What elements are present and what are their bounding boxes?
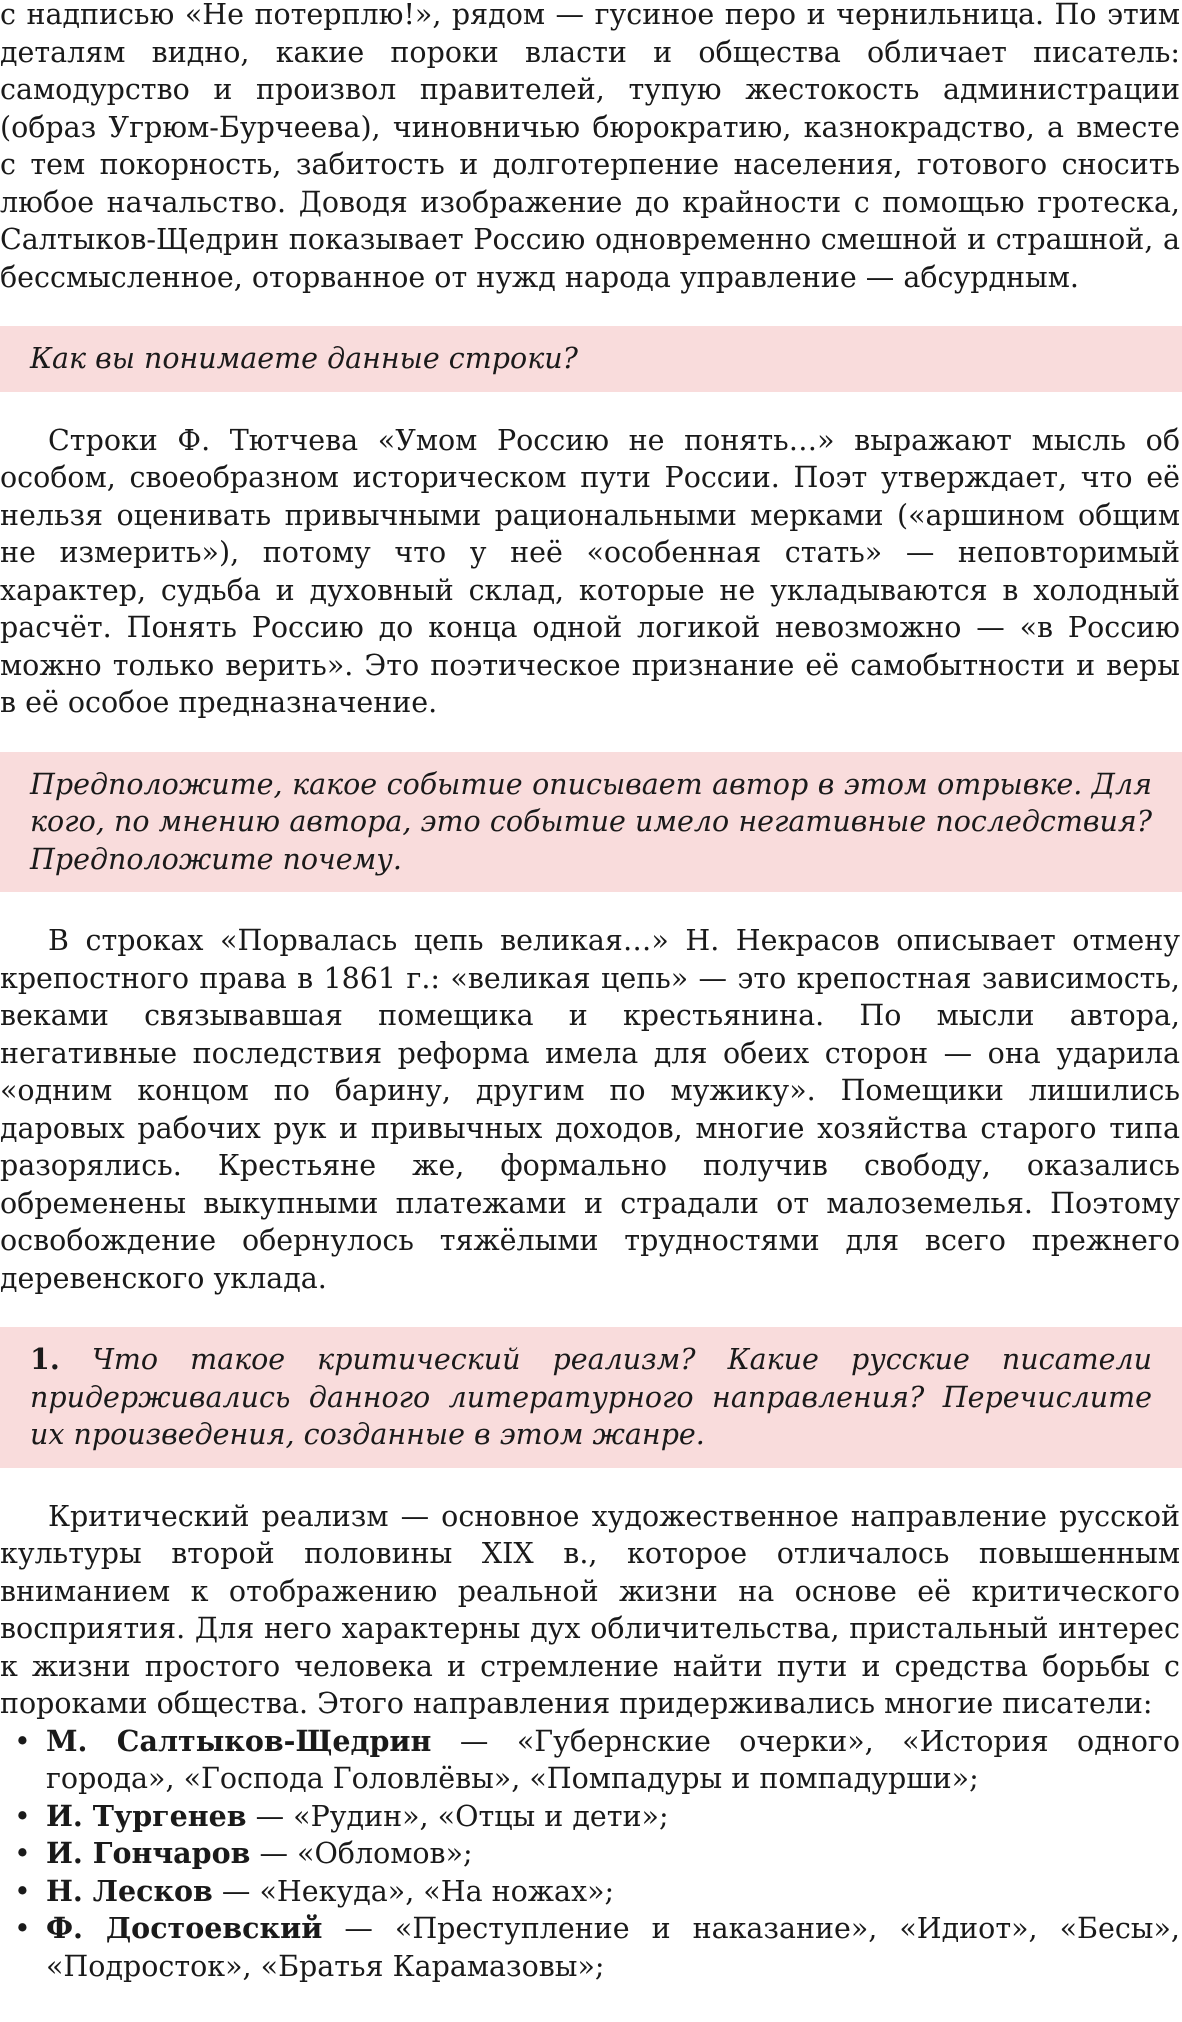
bullet-icon: • (14, 1912, 31, 1945)
bullet-icon: • (14, 1724, 31, 1758)
author-name: Н. Лесков (46, 1873, 213, 1908)
list-item (0, 1723, 1180, 1798)
bullet-icon: • (14, 1799, 31, 1833)
author-works: — «Некуда», «На ножах»; (212, 1874, 615, 1908)
author-works: — «Рудин», «Отцы и дети»; (246, 1799, 669, 1833)
writers-list (0, 1723, 1180, 1986)
list-item (0, 1910, 1180, 1985)
question-1: Как вы понимаете данные строки? (0, 326, 1182, 392)
question-3 (0, 1327, 1182, 1468)
bullet-icon: • (14, 1837, 31, 1870)
author-name: И. Гончаров (46, 1836, 251, 1870)
answer-paragraph-4: Критический реализм — основное художественное направление русской культуры второй половины XIX в., которое отличалось повышенным вниманием к отображению реальной жизни на основе её критического восприятия. Для него характерны дух обличительства, пристальный интерес к жизни простого человека и стремление найти пути и средства борьбы с пороками общества. Этого направления придерживались многие писатели: (0, 1499, 1180, 1720)
answer-paragraph-1: с надписью «Не потерплю!», рядом — гусиное перо и чернильница. По этим деталям видно, какие пороки власти и общества обличает писатель: самодурство и произвол правителей, тупую жестокость администрации (образ Угрюм-Бурчеева), чиновничью бюрократию, казнокрадство, а вместе с тем покорность, забитость и долготерпение населения, готового сносить любое начальство. Доводя изображение до крайности с помощью гротеска, Салтыков-Щедрин показывает Россию одновременно смешной и страшной, а бессмысленное, оторванное от нужд народа управление — абсурдным. (0, 0, 1180, 294)
author-works: — «Преступление и наказание», «Идиот», «Бесы», «Подросток», «Братья Карамазовы»; (46, 1912, 1180, 1983)
list-item (0, 1798, 1180, 1836)
author-name: М. Салтыков-Щедрин (46, 1723, 432, 1758)
list-item (0, 1835, 1180, 1873)
author-works: — «Обломов»; (250, 1837, 473, 1870)
answer-paragraph-2: Строки Ф. Тютчева «Умом Россию не понять…» выражают мысль об особом, своеобразном историческом пути России. Поэт утверждает, что её нельзя оценивать привычными рациональными мерками («аршином общим не измерить»), потому что у неё «особенная стать» — неповторимый характер, судьба и духовный склад, которые не укладываются в холодный расчёт. Понять Россию до конца одной логикой невозможно — «в Россию можно только верить». Это поэтическое признание её самобытности и веры в её особое предназначение. (0, 423, 1180, 719)
question-3-text: Что такое критический реализм? Какие русские писатели придерживались данного литературного направления? Перечислите их произведения, созданные в этом жанре. (30, 1343, 1152, 1451)
question-2: Предположите, какое событие описывает автор в этом отрывке. Для кого, по мнению автора, это событие имело негативные последствия? Предположите почему. (0, 752, 1182, 893)
author-name: Ф. Достоевский (46, 1911, 323, 1945)
author-works: — «Губернские очерки», «История одного города», «Господа Головлёвы», «Помпадуры и помпадурши»; (46, 1724, 1180, 1795)
answer-paragraph-3: В строках «Порвалась цепь великая…» Н. Некрасов описывает отмену крепостного права в 1861 г.: «великая цепь» — это крепостная зависимость, веками связывавшая помещика и крестьянина. По мысли автора, негативные последствия реформа имела для обеих сторон — она ударила «одним концом по барину, другим по мужику». Помещики лишились даровых рабочих рук и привычных доходов, многие хозяйства старого типа разорялись. Крестьяне же, формально получив свободу, оказались обременены выкупными платежами и страдали от малоземелья. Поэтому освобождение обернулось тяжёлыми трудностями для всего прежнего деревенского уклада. (0, 924, 1180, 1295)
bullet-icon: • (14, 1874, 31, 1908)
list-item (0, 1873, 1180, 1911)
question-number: 1. (30, 1342, 60, 1376)
author-name: И. Тургенев (46, 1798, 247, 1833)
